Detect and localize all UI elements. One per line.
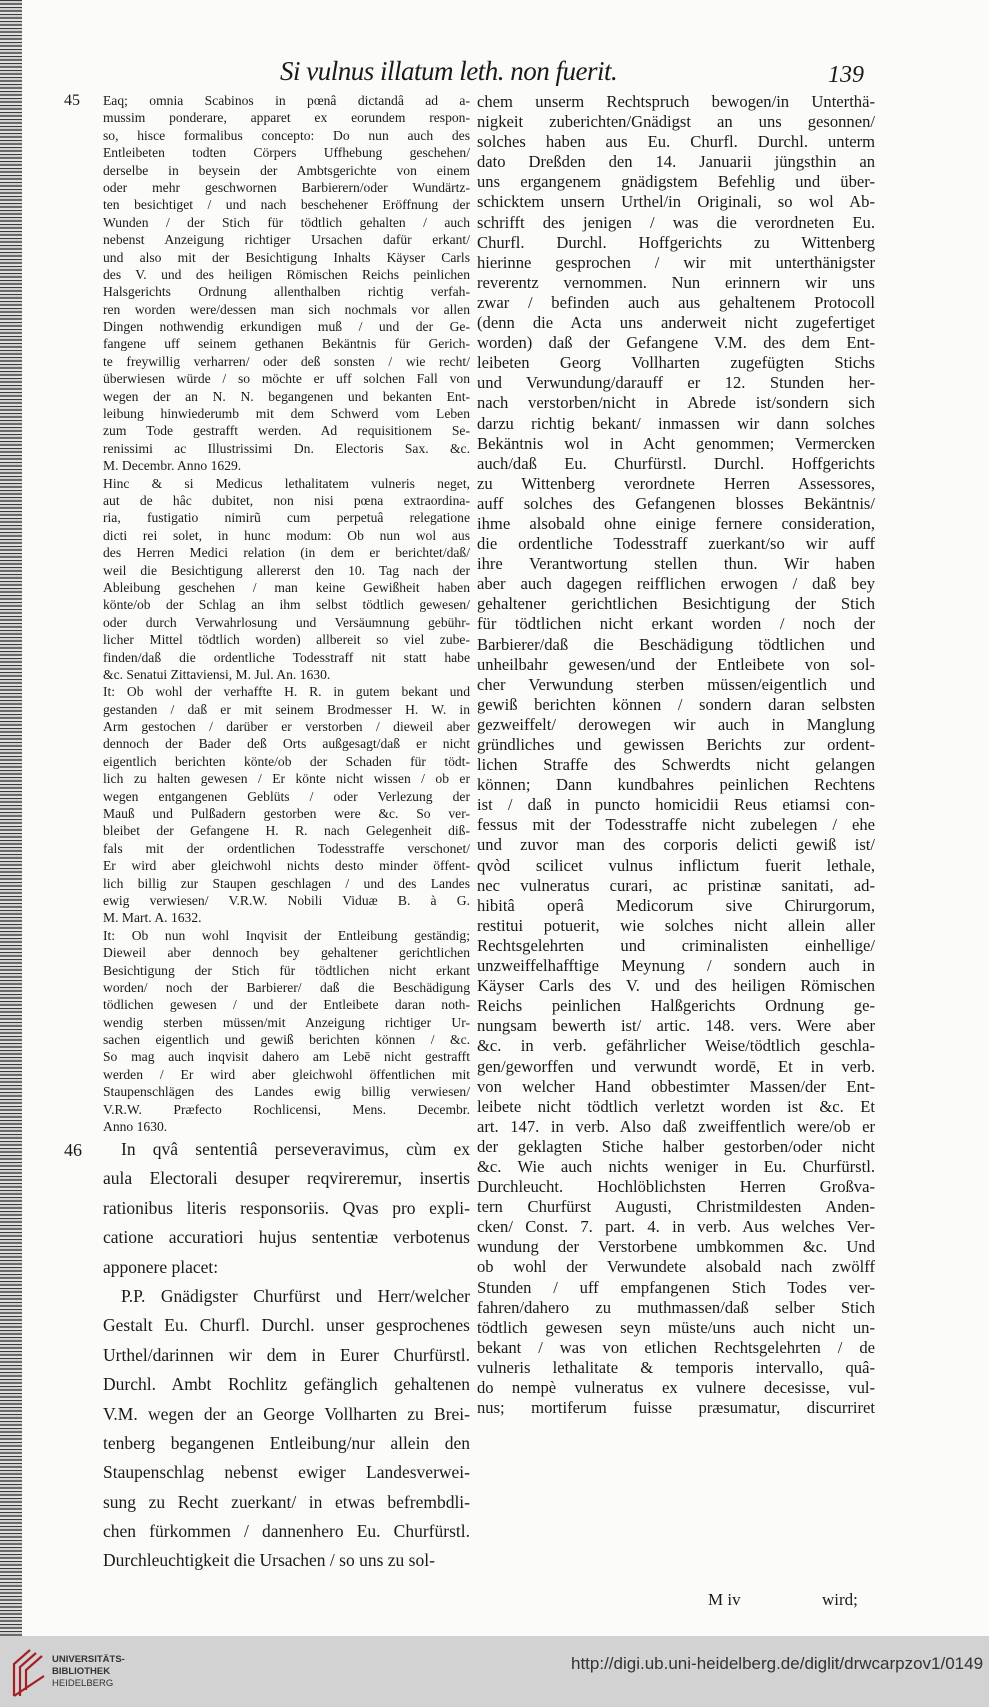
text-line: aula Electorali desuper reqvireremur, insertis bbox=[103, 1168, 470, 1189]
library-name-line: HEIDELBERG bbox=[52, 1678, 114, 1689]
text-line: schicktem unsern Urthel/in Originali, so wol Ab- bbox=[477, 192, 875, 212]
margin-number: 46 bbox=[64, 1140, 82, 1160]
text-line: Ableibung geschehen / man keine Gewißheit haben bbox=[103, 579, 470, 595]
text-line: schrifft des jenigen / was die verordneten Eu. bbox=[477, 212, 875, 232]
library-name bbox=[52, 1654, 125, 1690]
text-line: ten besichtiget / und nach beschehener Eröffnung der bbox=[103, 197, 470, 213]
text-line: nigkeit zuberichten/Gnädigst an uns gesonnen/ bbox=[477, 112, 875, 132]
text-line: gründliches und gewissen Berichts zur ordent- bbox=[477, 735, 875, 754]
text-line: nec vulneratus curari, ac pristinæ sanitati, ad- bbox=[477, 875, 875, 895]
text-line: Gestalt Eu. Churfl. Durchl. unser gesprochenes bbox=[103, 1315, 470, 1336]
text-line: oder mehr geschwornen Barbierern/oder Wundärtz- bbox=[103, 179, 470, 195]
text-line: cken/ Const. 7. part. 4. in verb. Aus welches Ver- bbox=[477, 1217, 875, 1237]
text-line: catione accuratiori hujus sententiæ verbotenus bbox=[103, 1227, 470, 1248]
text-line: Churfl. Durchl. Hoffgerichts zu Wittenberg bbox=[477, 232, 875, 252]
text-line: und zuvor man des corporis delicti gewiß ist/ bbox=[477, 835, 875, 855]
text-line: do nempè vulneratus ex vulnere decesisse, vul- bbox=[477, 1378, 875, 1397]
text-line: te freywillig verharren/ oder deß sonsten / wie recht/ bbox=[103, 353, 470, 369]
source-url[interactable]: http://digi.ub.uni-heidelberg.de/diglit/drwcarpzov1/0149 bbox=[571, 1654, 984, 1673]
catchword: wird; bbox=[822, 1590, 858, 1609]
text-line: ria, fustigatio nimirũ cum perpetuâ relegatione bbox=[103, 510, 470, 526]
text-line: gehaltener gerichtlichen Besichtigung der Stich bbox=[477, 594, 875, 614]
text-line: aut de hâc dubitet, non nisi pœna extraordina- bbox=[103, 492, 470, 508]
text-line: Reichs peinlichen Halßgerichts Ordnung ge- bbox=[477, 996, 875, 1016]
text-line: zu Wittenberg verordnete Herren Assessores, bbox=[477, 473, 875, 493]
text-line: nebenst Anzeigung richtiger Ursachen dafür erkant/ bbox=[103, 232, 470, 248]
text-line: gen/geworffen und verwundt wordē, Et in verb. bbox=[477, 1056, 875, 1076]
text-line: bekant / was von etlichen Rechtsgelehrten / de bbox=[477, 1337, 875, 1357]
text-line: reverentz vernommen. Nun erinnern wir uns bbox=[477, 272, 875, 292]
text-line: fangene uff seinem gethanen Bekäntnis für Gerich- bbox=[103, 336, 470, 352]
footer-bar bbox=[0, 1636, 989, 1707]
text-line: Wunden / der Stich für tödtlich gehalten / auch bbox=[103, 214, 470, 230]
text-line: renissimi ac Illustrissimi Dn. Electoris Sax. &c. bbox=[103, 440, 470, 456]
text-line: ihme alsobald ohne einige fernere consideration, bbox=[477, 513, 875, 533]
text-line: solches haben aus Eu. Churfl. Durchl. unterm bbox=[477, 132, 875, 152]
text-line: dato Dreßden den 14. Januarii jüngsthin an bbox=[477, 152, 875, 172]
text-line: rationibus literis responsoriis. Qvas pro expli- bbox=[103, 1197, 470, 1218]
text-line: cher Verwundung sterben müssen/eigentlich und bbox=[477, 674, 875, 694]
text-line: überwiesen würde / so möchte er uff solchen Fall von bbox=[103, 371, 470, 387]
text-line: So mag auch inqvisit dahero am Lebē nicht gestrafft bbox=[103, 1049, 470, 1065]
page-number: 139 bbox=[828, 62, 864, 88]
text-line: von welcher Hand obbestimter Massen/der Ent- bbox=[477, 1076, 875, 1096]
text-line: werden / Er wird aber gleichwohl öffentlichen mit bbox=[103, 1066, 470, 1082]
text-line: der geklagten Stiche halber gestorben/oder nicht bbox=[477, 1136, 875, 1156]
text-line: so, hisce formalibus concepto: Do nun auch des bbox=[103, 127, 470, 143]
text-line: chem unserm Rechtspruch bewogen/in Unterthä- bbox=[477, 92, 875, 111]
text-line: worden/ noch der Barbierer/ daß die Beschädigung bbox=[103, 979, 470, 995]
text-line: aber auch dagegen reifflichen erwogen / daß bey bbox=[477, 574, 875, 594]
text-line: It: Ob wohl der verhaffte H. R. in gutem bekant und bbox=[103, 684, 470, 700]
text-line: ist / daß in puncto homicidii Reus etiamsi con- bbox=[477, 795, 875, 815]
text-line: können; Dann kundbahres peinlichen Rechtens bbox=[477, 775, 875, 795]
text-line: Durchleuchtigkeit die Ursachen / so uns zu sol- bbox=[103, 1550, 435, 1571]
text-line: qvòd scilicet vulnus inflictum fuerit lethale, bbox=[477, 855, 875, 875]
text-line: oder durch Verwahrlosung und Versäumnung gebühr- bbox=[103, 614, 470, 630]
text-line: Besichtigung der Stich für tödtlichen nicht erkant bbox=[103, 962, 470, 978]
text-line: (denn die Acta uns anderweit nicht zugefertiget bbox=[477, 313, 875, 333]
text-line: derselbe in beysein der Ambtsgerichte von einem bbox=[103, 162, 470, 178]
text-line: ewig verwiesen/ V.R.W. Nobili Viduæ B. à G. bbox=[103, 892, 470, 908]
text-line: Käyser Carls des V. und des heiligen Römischen bbox=[477, 976, 875, 996]
text-line: Staupenschlag nebenst ewiger Landesverwei- bbox=[103, 1462, 470, 1483]
text-line: leibete nicht tödtlich verletzt worden ist &c. Et bbox=[477, 1096, 875, 1116]
text-line: Dingen nothwendig erkundigen muß / und der Ge- bbox=[103, 319, 470, 335]
text-line: mussim ponderare, apparet ex eorundem respon- bbox=[103, 110, 470, 126]
text-line: auch/daß Eu. Churfürstl. Durchl. Hoffgerichts bbox=[477, 453, 875, 473]
text-line: fessus mit der Todesstraffe nicht zubelegen / ehe bbox=[477, 815, 875, 835]
text-line: &c. Senatui Zittaviensi, M. Jul. An. 1630. bbox=[103, 666, 331, 682]
text-line: ihre Verantwortung stellen thun. Wir haben bbox=[477, 554, 875, 574]
text-line: tenberg begangenen Entleibung/nur allein den bbox=[103, 1432, 470, 1453]
text-line: ren worden were/dessen man sich nochmals vor allen bbox=[103, 301, 470, 317]
text-line: Eaq; omnia Scabinos in pœnâ dictandâ ad a- bbox=[103, 93, 470, 108]
text-line: finden/daß die ordentliche Todesstraff nit statt habe bbox=[103, 649, 470, 665]
text-line: M. Decembr. Anno 1629. bbox=[103, 458, 242, 474]
text-line: tödlichen gewesen / und der Entleibete daran noth- bbox=[103, 997, 470, 1013]
text-line: hibitâ operâ Medicorum sive Chirurgorum, bbox=[477, 895, 875, 915]
text-line: nus; mortiferum fuisse præsumatur, discurriret bbox=[477, 1398, 875, 1418]
text-line: die ordentliche Todesstraff zuerkant/so wir auff bbox=[477, 534, 875, 554]
text-line: P.P. Gnädigster Churfürst und Herr/welcher bbox=[121, 1285, 470, 1306]
text-line: dicti rei solet, in hunc modum: Ob nun wol aus bbox=[103, 527, 470, 543]
library-name-line: UNIVERSITÄTS- bbox=[52, 1654, 125, 1665]
text-line: Anno 1630. bbox=[103, 1119, 168, 1135]
text-line: &c. in verb. gefährlicher Weise/tödtlich geschla- bbox=[477, 1036, 875, 1056]
text-line: licher Mittel tödtlich worden) allbereit so viel zube- bbox=[103, 632, 470, 648]
text-line: wendig sterben müssen/mit Anzeigung richtiger Ur- bbox=[103, 1014, 470, 1030]
text-line: Er wird aber gleichwohl nichts desto minder öffent- bbox=[103, 858, 470, 874]
text-line: apponere placet: bbox=[103, 1256, 219, 1277]
text-line: bleibet der Gefangene H. R. nach Gelegenheit diß- bbox=[103, 823, 470, 839]
text-line: gestanden / daß er mit seinem Brodmesser H. W. in bbox=[103, 701, 470, 717]
text-line: Barbierer/daß die Beschädigung tödtlichen und bbox=[477, 634, 875, 654]
text-line: und Verwundung/darauff er 12. Stunden her- bbox=[477, 373, 875, 393]
text-line: wegen der an N. N. begangenen und bekanten Ent- bbox=[103, 388, 470, 404]
text-line: des Herren Medici relation (in dem er berichtet/daß/ bbox=[103, 545, 470, 561]
text-line: uns ergangenem gnädigstem Befehlig und über- bbox=[477, 172, 875, 192]
text-line: lich zu halten gewesen / Er könte nicht wissen / ob er bbox=[103, 771, 470, 787]
text-line: It: Ob nun wohl Inqvisit der Entleibung geständig; bbox=[103, 927, 470, 943]
text-line: restitui potuerit, wie solches nicht allein aller bbox=[477, 915, 875, 935]
text-line: art. 147. in verb. Also daß zweiffentlich were/ob er bbox=[477, 1116, 875, 1136]
text-line: hierinne gesprochen / wir mit unterthänigster bbox=[477, 252, 875, 272]
text-line: fals mit der ordentlichen Todesstraffe verschonet/ bbox=[103, 840, 470, 856]
text-line: Rechtsgelehrten und criminalisten einhellige/ bbox=[477, 935, 875, 955]
text-line: des V. und des heiligen Römischen Reichs peinlichen bbox=[103, 266, 470, 282]
text-line: tödtlich gewesen seyn müste/uns auch nicht un- bbox=[477, 1317, 875, 1337]
text-line: gewiß berichten können / sondern daran selbsten bbox=[477, 694, 875, 714]
margin-number: 45 bbox=[64, 92, 80, 109]
text-line: für tödtlichen nicht erkant worden / noch der bbox=[477, 614, 875, 634]
text-line: könte/ob der Schlag an ihm selbst tödtlich gewesen/ bbox=[103, 597, 470, 613]
text-line: ob wohl der Verwundete alsobald nach zwölff bbox=[477, 1257, 875, 1277]
text-line: In qvâ sententiâ perseveravimus, cùm ex bbox=[121, 1139, 470, 1159]
text-line: darzu richtig bekant/ inmassen wir dann solches bbox=[477, 413, 875, 433]
text-line: und also mit der Besichtigung Inhalts Käyser Carls bbox=[103, 249, 470, 265]
text-line: Hinc & si Medicus lethalitatem vulneris neget, bbox=[103, 475, 470, 491]
text-line: Mauß und Pulßadern gestorben were &c. So ver- bbox=[103, 806, 470, 822]
text-line: sung zu Recht zuerkant/ in etwas befrembdli- bbox=[103, 1491, 470, 1512]
text-line: auff solches des Gefangenen blosses Bekäntnis/ bbox=[477, 493, 875, 513]
text-line: leibeten Georg Vollharten zugefügten Stichs bbox=[477, 353, 875, 373]
text-line: Urthel/darinnen wir dem in Eurer Churfürstl. bbox=[103, 1344, 470, 1365]
text-line: worden) daß der Gefangene V.M. des dem Ent- bbox=[477, 333, 875, 353]
text-line: Dieweil aber dennoch bey gehaltener gerichtlichen bbox=[103, 945, 470, 961]
text-line: Stunden / uff empfangenen Stich Todes ver- bbox=[477, 1277, 875, 1297]
text-line: lichen Straffe des Schwerdts nicht gelangen bbox=[477, 755, 875, 775]
text-line: Entleibeten todten Cörpers Uffhebung geschehen/ bbox=[103, 145, 470, 161]
library-logo-icon bbox=[10, 1646, 48, 1698]
text-line: dennoch der Bader deß Orts außgesagt/daß er nicht bbox=[103, 736, 470, 752]
text-line: lich billig zur Staupen geschlagen / und des Landes bbox=[103, 875, 470, 891]
text-line: chen fürkommen / dannenhero Eu. Churfürstl. bbox=[103, 1521, 470, 1542]
text-line: Durchl. Ambt Rochlitz gefänglich gehaltenen bbox=[103, 1374, 470, 1395]
text-line: eigentlich berichten könte/ob der Schaden für tödt- bbox=[103, 753, 470, 769]
running-title: Si vulnus illatum leth. non fuerit. bbox=[280, 56, 618, 86]
left-column-lower bbox=[103, 1135, 470, 1576]
text-line: sachen eigentlich und gewiß berichten können / &c. bbox=[103, 1032, 470, 1048]
right-column bbox=[477, 92, 875, 1418]
text-line: V.M. wegen der an George Vollharten zu Brei- bbox=[103, 1403, 470, 1424]
library-name-line: BIBLIOTHEK bbox=[52, 1666, 111, 1677]
text-line: Bekäntnis wol in Acht genommen; Vermercken bbox=[477, 433, 875, 453]
text-line: zwar / befinden auch aus gehaltenem Protocoll bbox=[477, 292, 875, 312]
text-line: Arm gestochen / darüber er verstorben / dieweil aber bbox=[103, 719, 470, 735]
signature-mark: M iv bbox=[708, 1590, 741, 1609]
text-line: nungsam bewerth ist/ artic. 148. vers. Were aber bbox=[477, 1016, 875, 1036]
text-line: M. Mart. A. 1632. bbox=[103, 910, 202, 926]
text-line: weil die Besichtigung allererst den 10. Tag nach der bbox=[103, 562, 470, 578]
text-line: gezweiffelt/ derowegen wir auch in Manglung bbox=[477, 714, 875, 734]
text-line: leibung hinwiederumb mit dem Schwerd vom Leben bbox=[103, 406, 470, 422]
left-column-upper bbox=[103, 92, 470, 1135]
text-line: Staupenschlägen des Landes ewig billig verwiesen/ bbox=[103, 1084, 470, 1100]
text-line: fahren/dahero zu muthmassen/daß selber Stich bbox=[477, 1297, 875, 1317]
text-line: nach verstorben/nicht in Abrede ist/sondern sich bbox=[477, 393, 875, 413]
text-line: zum Tode gestrafft werden. Ad requisitionem Se- bbox=[103, 423, 470, 439]
text-line: V.R.W. Præfecto Rochlicensi, Mens. Decembr. bbox=[103, 1101, 470, 1117]
text-line: Halsgerichts Ordnung allenthalben richtig verfah- bbox=[103, 284, 470, 300]
text-line: unzweiffelhafftige Meynung / sondern auch in bbox=[477, 956, 875, 976]
text-line: Durchleucht. Hochlöblichsten Herren Großva- bbox=[477, 1177, 875, 1197]
text-line: unheilbahr gewesen/und der Entleibete von sol- bbox=[477, 654, 875, 674]
text-line: tern Churfürst Augusti, Christmildesten Anden- bbox=[477, 1197, 875, 1217]
book-spine-edge bbox=[0, 0, 22, 1636]
text-line: &c. Wie auch nichts weniger in Eu. Churfürstl. bbox=[477, 1156, 875, 1176]
text-line: wegen entgangenen Geblüts / oder Verlezung der bbox=[103, 788, 470, 804]
text-line: wundung der Verstorbene umbkommen &c. Und bbox=[477, 1237, 875, 1257]
text-line: vulneris lethalitate & temporis intervallo, quâ- bbox=[477, 1357, 875, 1377]
